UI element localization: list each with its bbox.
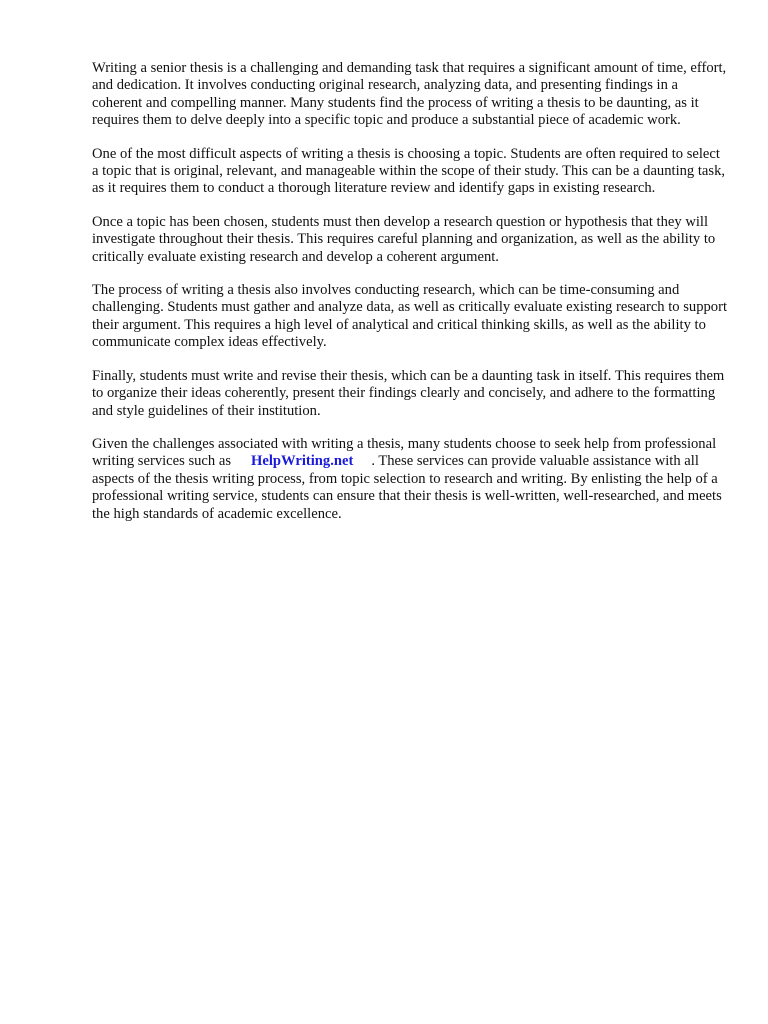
paragraph-2: One of the most difficult aspects of writing a thesis is choosing a topic. Students are often required to select a topic that is original, relevant, and manageable within the scope of their study. This can be a daunting task, as it requires them to conduct a thorough literature review and identify gaps in existing research.: [92, 145, 726, 197]
paragraph-3: Once a topic has been chosen, students must then develop a research question or hypothesis that they will investigate throughout their thesis. This requires careful planning and organization, as well as the ability to critically evaluate existing research and develop a coherent argument.: [92, 213, 716, 265]
paragraph-6-before-link: Given the challenges associated with writing a thesis, many students choose to seek help from professional writing services such as: [92, 435, 717, 470]
paragraph-1: Writing a senior thesis is a challenging and demanding task that requires a significant amount of time, effort, and dedication. It involves conducting original research, analyzing data, and presenting findings in a coherent and compelling manner. Many students find the process of writing a thesis to be daunting, as it requires them to delve deeply into a specific topic and produce a substantial piece of academic work.: [92, 60, 727, 129]
paragraph-4: The process of writing a thesis also involves conducting research, which can be time-consuming and challenging. Students must gather and analyze data, as well as critically evaluate existing research to support their argument. This requires a high level of analytical and critical thinking skills, as well as the ability to communicate complex ideas effectively.: [92, 282, 728, 351]
document-page: [92, 60, 728, 539]
paragraph-6-after-link: . These services can provide valuable assistance with all aspects of the thesis writing process, from topic selection to research and writing. By enlisting the help of a professional writing service, students can ensure that their thesis is well-written, well-researched, and meets the high standards of academic excellence.: [92, 453, 722, 522]
paragraph-6: [92, 436, 728, 523]
paragraph-5: Finally, students must write and revise their thesis, which can be a daunting task in itself. This requires them to organize their ideas coherently, present their findings clearly and concisely, and adhere to the formatting and style guidelines of their institution.: [92, 367, 725, 419]
helpwriting-link[interactable]: HelpWriting.net: [251, 453, 354, 470]
